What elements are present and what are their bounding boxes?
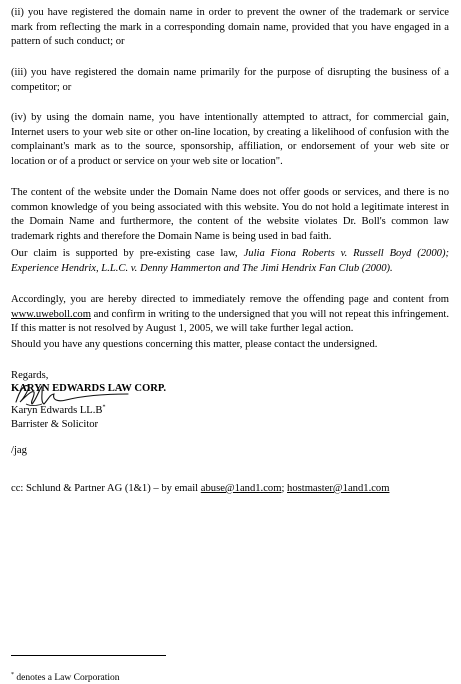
demand-text-a: Accordingly, you are hereby directed to immediately remove the offending page and content from <box>11 294 449 305</box>
signer-name-text: Karyn Edwards LL.B <box>11 405 103 416</box>
paragraph-case-law <box>11 247 449 276</box>
firm-name: KARYN EDWARDS LAW CORP. <box>11 383 167 394</box>
uweboll-link[interactable]: www.uweboll.com <box>11 308 91 320</box>
email-abuse-link[interactable]: abuse@1and1.com <box>200 483 282 494</box>
cc-line <box>11 482 389 496</box>
paragraph-website-content: The content of the website under the Domain Name does not offer goods or services, and there is no common knowledge of you being associated with this website. You do not hold a legitimate interest in the Domain Name and furthermore, the content of the website violates Dr. Boll's common law trademark rights and therefore the Domain Name is being used in bad faith. <box>11 187 449 242</box>
signer-title: Barrister & Solicitor <box>11 419 99 430</box>
paragraph-questions: Should you have any questions concerning this matter, please contact the undersigned. <box>11 339 378 350</box>
paragraph-ii: (ii) you have registered the domain name in order to prevent the owner of the trademark or service mark from reflecting the mark in a corresponding domain name, provided that you have engaged in a pattern of such conduct; or <box>11 7 449 48</box>
footnote-divider <box>11 655 166 656</box>
cc-prefix: cc: Schlund & Partner AG (1&1) – by email <box>11 483 201 494</box>
email-hostmaster-link[interactable]: hostmaster@1and1.com <box>287 483 390 494</box>
demand-text-b: and confirm in writing to the undersigned that you will not repeat this infringement. If this matter is not resolved by August 1, 2005, we will take further legal action. <box>11 308 449 335</box>
case-law-citations: Julia Fiona Roberts v. Russell Boyd (2000); Experience Hendrix, L.L.C. v. Denny Hammerton and The Jimi Hendrix Fan Club (2000). <box>11 248 450 274</box>
cc-separator: ; <box>281 483 288 494</box>
typist-initials: /jag <box>11 445 27 456</box>
paragraph-demand <box>11 293 449 337</box>
case-law-intro: Our claim is supported by pre-existing case law, <box>11 248 244 259</box>
paragraph-iii: (iii) you have registered the domain name primarily for the purpose of disrupting the business of a competitor; or <box>11 67 449 93</box>
closing-regards: Regards, <box>11 370 49 381</box>
law-corp-marker: * <box>102 404 106 411</box>
footnote-text: denotes a Law Corporation <box>14 672 120 683</box>
signer-name <box>11 404 106 418</box>
paragraph-iv: (iv) by using the domain name, you have intentionally attempted to attract, for commercial gain, Internet users to your web site or other on-line location, by creating a likelihood of confusion with the complainant's mark as to the source, sponsorship, affiliation, or endorsement of your web site or location or of a product or service on your web site or location". <box>11 112 449 167</box>
footnote-mark: * <box>11 671 14 678</box>
